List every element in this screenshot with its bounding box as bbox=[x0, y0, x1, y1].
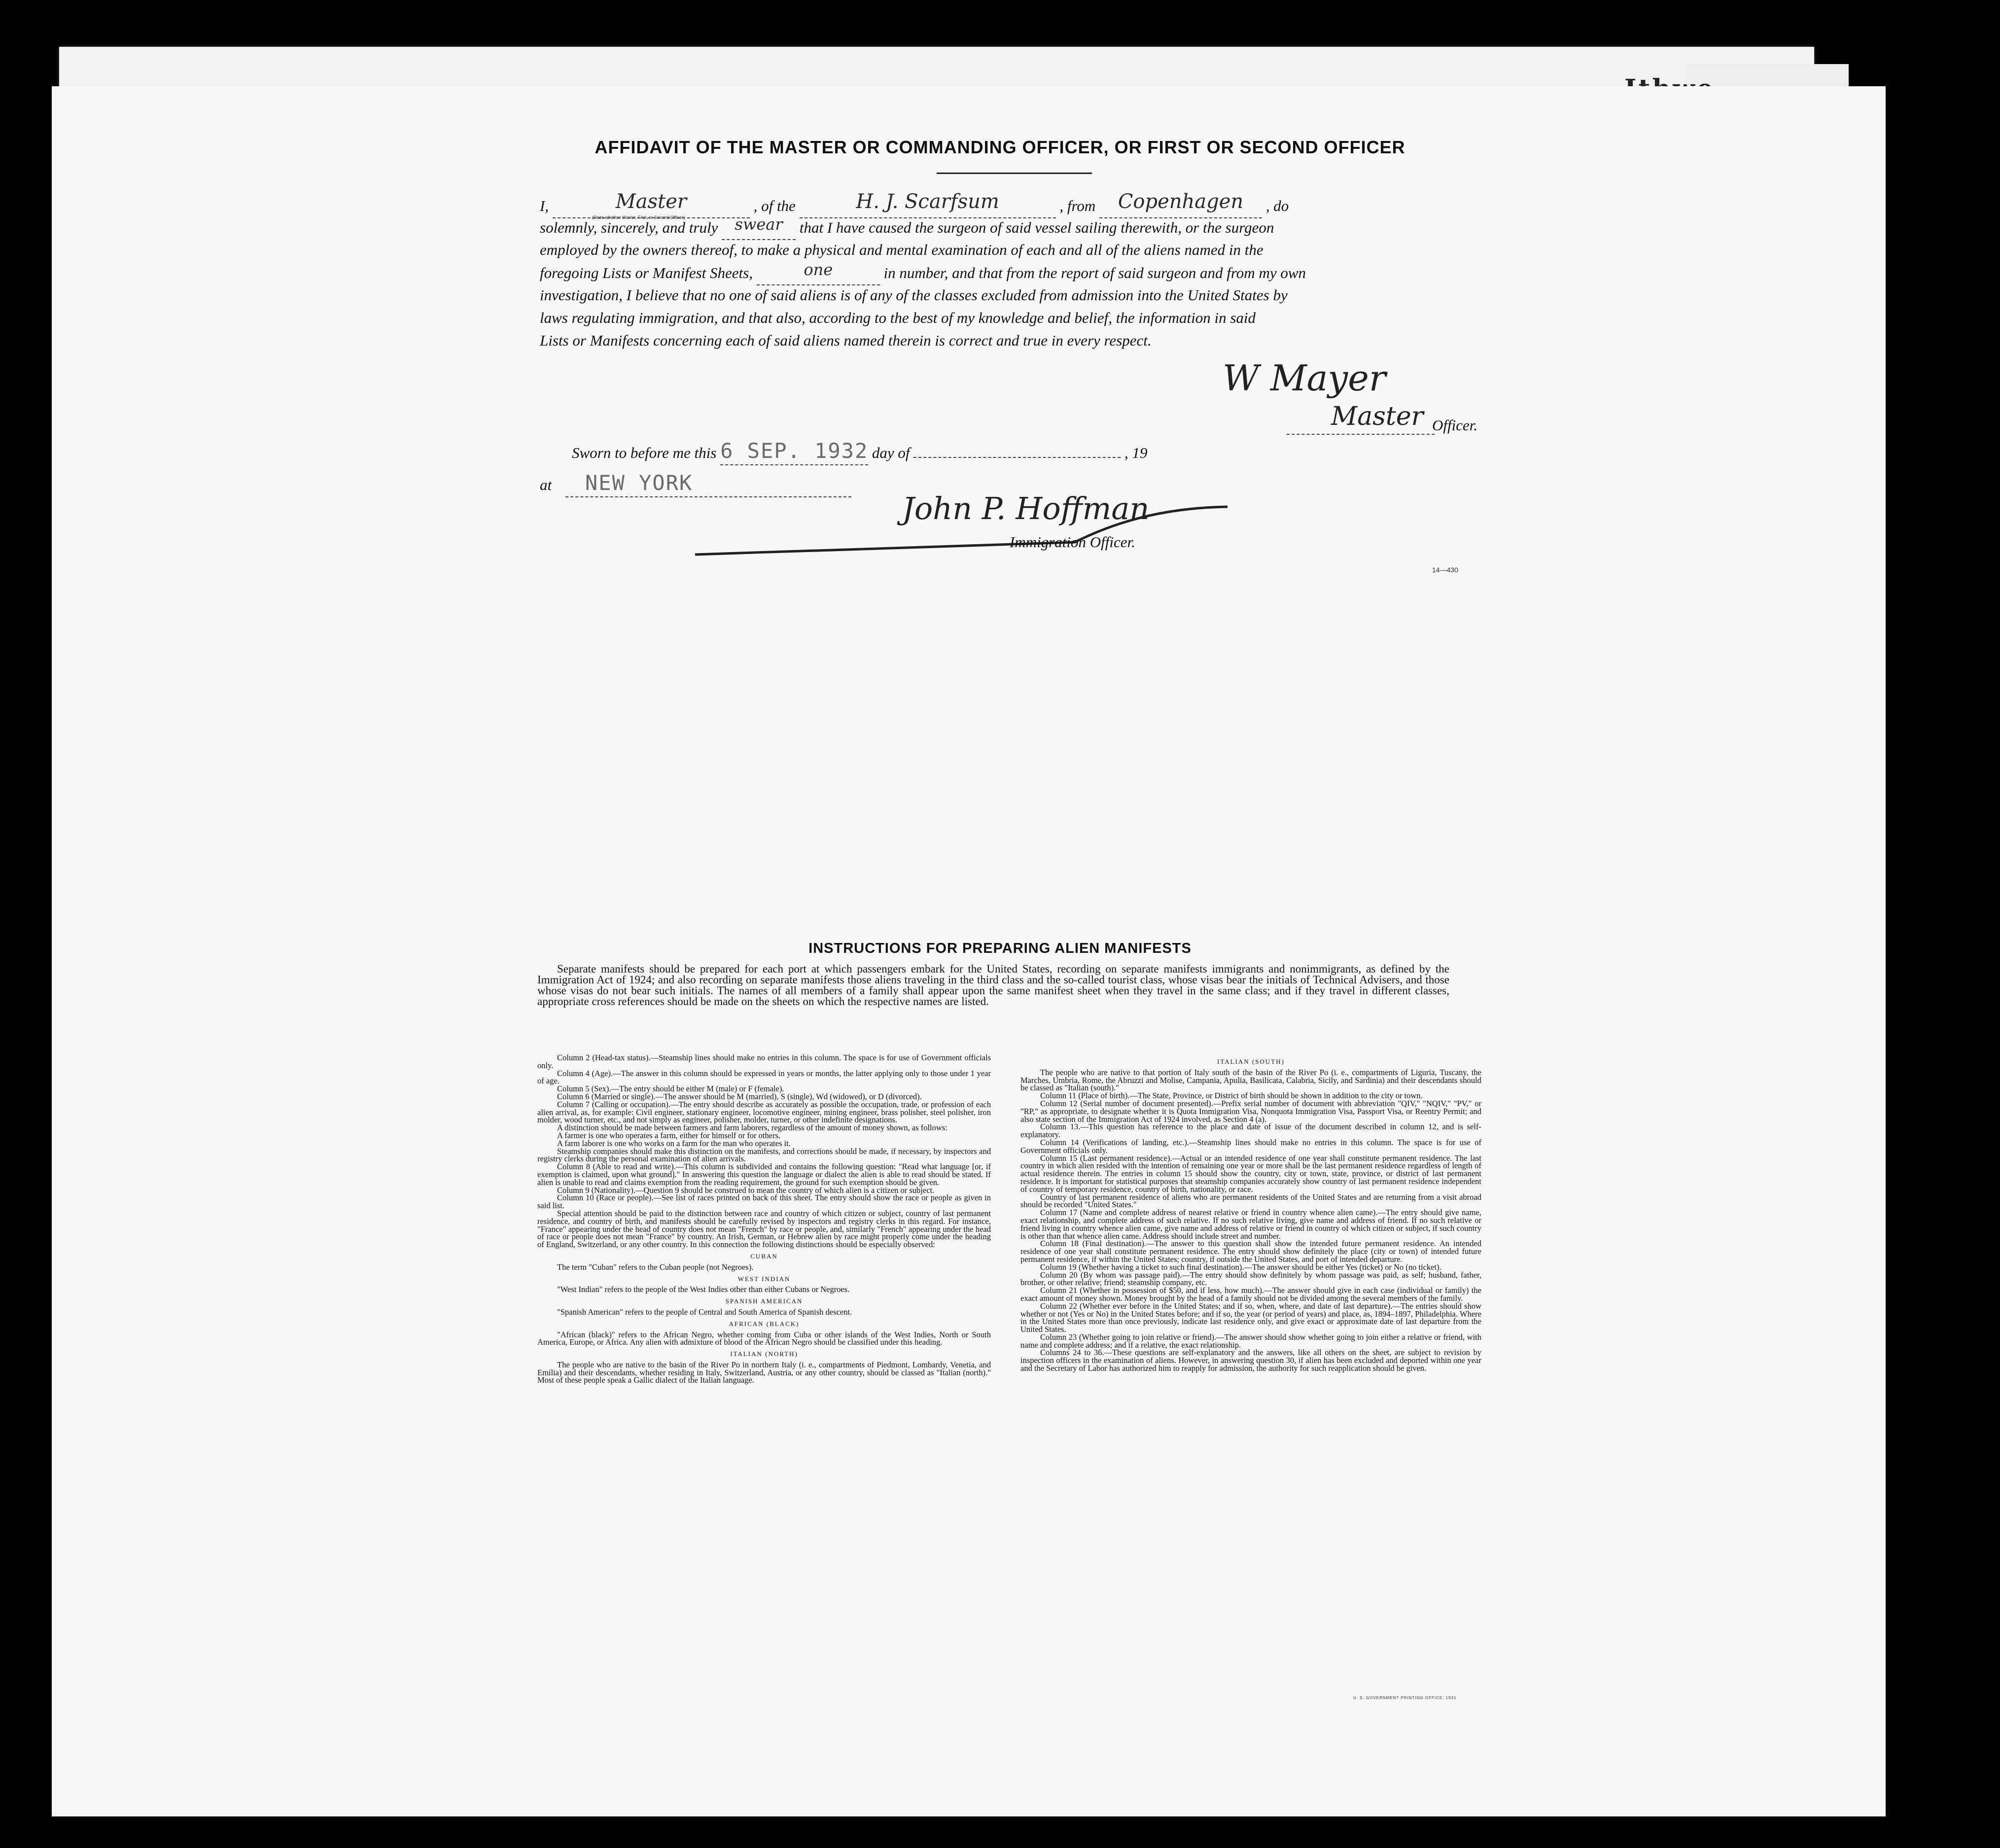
master-signature: W Mayer bbox=[1223, 357, 1386, 399]
signature-line bbox=[1287, 434, 1435, 435]
instruction-paragraph: Column 8 (Able to read and write).—This column is subdivided and contains the following question: "Read what language [or, if exemption is claimed, upon what ground]." In answering this question the language or dialect the alien is able to read should be stated. If alien is unable to read and claims exemption from the reading requirement, the ground for such exemption should be given. bbox=[537, 1162, 991, 1187]
place-stamp: NEW YORK bbox=[585, 471, 693, 495]
instruction-paragraph: Column 22 (Whether ever before in the United States; and if so, when, where, and date of last departure).—The entries should show whether or not (Yes or No) in the United States before; and if so, the year (or period of years) and place, as, 1894–1897, Philadelphia. Where in the United States more than once previously, indicate last residence only, and give exact or approximate date of last departure from the United States. bbox=[1020, 1301, 1481, 1334]
rank-note: (State whether Master, First, or Second Officer) bbox=[592, 215, 685, 220]
punch-hole bbox=[1927, 1517, 1956, 1547]
instruction-paragraph: The people who are native to the basin of the River Po in northern Italy (i. e., compartments of Piedmont, Lombardy, Venetia, and Emilia) and their descendants, whether residing in Italy, Switzerland, Austria, or any other country, should be classed as "Italian (north)." Most of these people speak a Gallic dialect of the Italian language. bbox=[537, 1360, 991, 1385]
affidavit-line-3: employed by the owners thereof, to make a physical and mental examination of each and all of the aliens named in the bbox=[540, 241, 1263, 258]
section-heading: SPANISH AMERICAN bbox=[725, 1297, 803, 1305]
affidavit-line-7: Lists or Manifests concerning each of said aliens named therein is correct and true in every respect. bbox=[540, 332, 1152, 349]
instructions-left-column bbox=[537, 1054, 991, 1384]
instruction-paragraph: Column 18 (Final destination).—The answer to this question shall show the intended future permanent residence. An intended residence of one year shall constitute permanent residence. The entry should show definitely the place (city or town) of intended future permanent residence, if within the United States; country, if outside the United States, and port of intended departure. bbox=[1020, 1239, 1481, 1264]
instruction-paragraph: Columns 24 to 36.—These questions are self-explanatory and the answers, like all others on the sheet, are subject to revision by inspection officers in the examination of aliens. However, in answering question 30, if alien has been excluded and deported within one year and the Secretary of Labor has authorized him to reapply for admission, the authority for such reapplication should be given. bbox=[1020, 1348, 1481, 1373]
at-line: at NEW YORK bbox=[540, 471, 1486, 497]
port-handwriting: Copenhagen bbox=[1118, 190, 1244, 213]
affidavit-line-4: foregoing Lists or Manifest Sheets, one in number, and that from the report of said surgeon and from my own bbox=[540, 261, 1486, 285]
sheet-count-field bbox=[757, 261, 880, 285]
instruction-paragraph: A farmer is one who operates a farm, either for himself or for others. bbox=[557, 1130, 781, 1140]
place-field bbox=[565, 471, 851, 497]
instruction-paragraph: Column 13.—This question has reference to the place and date of issue of the document described in column 12, and is self-explanatory. bbox=[1020, 1122, 1481, 1140]
punch-hole bbox=[1927, 1261, 1956, 1290]
punch-hole bbox=[1927, 1181, 1956, 1210]
punch-hole bbox=[1927, 1597, 1956, 1627]
instruction-paragraph: A farm laborer is one who works on a farm for the man who operates it. bbox=[557, 1138, 791, 1148]
instructions-right-column bbox=[1020, 1054, 1481, 1372]
instruction-paragraph: The term "Cuban" refers to the Cuban people (not Negroes). bbox=[557, 1262, 754, 1272]
instruction-paragraph: Column 11 (Place of birth).—The State, Province, or District of birth should be shown in addition to the city or town. bbox=[1040, 1091, 1423, 1101]
sheet-count-handwriting: one bbox=[804, 260, 833, 279]
instruction-paragraph: "Spanish American" refers to the people of Central and South America of Spanish descent. bbox=[557, 1307, 852, 1317]
rank-field bbox=[553, 190, 750, 220]
instruction-paragraph: Column 7 (Calling or occupation).—The entry should describe as accurately as possible the occupation, trade, or profession of each alien arrival, as, for example: Civil engineer, stationary engineer, locomotive engineer, mining engineer, brass polisher, steel polisher, iron molder, wood turner, etc., and not simply as engineer, polisher, molder, turner, or other indefinite designations. bbox=[537, 1099, 991, 1125]
immigration-officer-label: Immigration Officer. bbox=[1010, 533, 1135, 551]
port-field bbox=[1099, 190, 1262, 218]
instruction-paragraph: Column 23 (Whether going to join relative or friend).—The answer should show whether going to join either a relative or friend, with name and complete address; and if a relative, the exact relationship. bbox=[1020, 1332, 1481, 1350]
form-number: 14—430 bbox=[1432, 566, 1458, 574]
instruction-paragraph: Column 15 (Last permanent residence).—Actual or an intended residence of one year shall constitute permanent residence. The last country in which alien resided with the intention of remaining one year or more shall be the last permanent residence regardless of length of actual residence therein. The entries in column 15 should show the country, city or town, state, province, or district of last permanent residence. It is important for statistical purposes that steamship companies accurately show country of last permanent residence independent of country of temporary residence, country of birth, nationality, or race. bbox=[1020, 1153, 1481, 1194]
instruction-paragraph: Column 10 (Race or people).—See list of races printed on back of this sheet. The entry should show the race or people as given in said list. bbox=[537, 1193, 991, 1211]
printer-mark: U. S. GOVERNMENT PRINTING OFFICE: 1931 bbox=[1353, 1696, 1457, 1700]
affidavit-line-2: solemnly, sincerely, and truly swear that I have caused the surgeon of said vessel sailing therewith, or the surgeon bbox=[540, 216, 1486, 240]
instruction-paragraph: Column 4 (Age).—The answer in this column should be expressed in years or months, the latter applying only to those under 1 year of age. bbox=[537, 1068, 991, 1086]
instruction-paragraph: Column 9 (Nationality).—Question 9 should be construed to mean the country of which alien is a citizen or subject. bbox=[557, 1185, 935, 1195]
instruction-paragraph: Column 12 (Serial number of document presented).—Prefix serial number of document with abbreviation "QIV," "NQIV," "PV," or "RP," as appropriate, to designate whether it is Quota Immigration Visa, Nonquota Immigration Visa, Passport Visa, or Reentry Permit; and also state section of the Immigration Act of 1924 involved, as Section 4 (a). bbox=[1020, 1098, 1481, 1124]
sworn-date-field bbox=[720, 439, 868, 465]
rule bbox=[937, 173, 1092, 174]
punch-hole bbox=[1927, 625, 1956, 655]
section-heading: ITALIAN (NORTH) bbox=[730, 1350, 798, 1358]
punch-hole bbox=[1927, 369, 1956, 398]
section-heading: WEST INDIAN bbox=[737, 1275, 791, 1283]
sworn-line: Sworn to before me this 6 SEP. 1932 day of , 19 bbox=[572, 439, 1518, 465]
section-heading: CUBAN bbox=[750, 1252, 778, 1260]
master-title-handwriting: Master bbox=[1331, 402, 1424, 431]
instructions-title: INSTRUCTIONS FOR PREPARING ALIEN MANIFESTS bbox=[808, 941, 1192, 956]
instruction-paragraph: Column 6 (Married or single).—The answer should be M (married), S (single), Wd (widowed), or D (divorced). bbox=[557, 1091, 922, 1101]
instruction-paragraph: Column 17 (Name and complete address of nearest relative or friend in country whence alien came).—The entry should give name, exact relationship, and complete address of such relative. If no such relative living, give name and address of friend. If no such relative or friend living in country whence alien came, give name and address of relative or friend in country of which citizen or subject, if such country is other than that whence alien came. Address should include street and number. bbox=[1020, 1208, 1481, 1241]
oath-handwriting: swear bbox=[735, 215, 783, 234]
affidavit-title: AFFIDAVIT OF THE MASTER OR COMMANDING OFFICER, OR FIRST OR SECOND OFFICER bbox=[595, 137, 1405, 157]
ship-handwriting: H. J. Scarfsum bbox=[856, 190, 999, 213]
instruction-paragraph: Steamship companies should make this distinction on the manifests, and corrections should be made, if necessary, by inspectors and registry clerks during the personal examination of alien arrivals. bbox=[537, 1146, 991, 1164]
rank-handwriting: Master bbox=[615, 190, 687, 213]
immigration-officer-signature: John P. Hoffman bbox=[902, 490, 1150, 526]
instruction-paragraph: Column 5 (Sex).—The entry should be either M (male) or F (female). bbox=[557, 1084, 784, 1094]
instruction-paragraph: Column 2 (Head-tax status).—Steamship lines should make no entries in this column. The space is for use of Government officials only. bbox=[537, 1053, 991, 1070]
section-heading: ITALIAN (SOUTH) bbox=[1217, 1058, 1285, 1065]
instruction-paragraph: "African (black)" refers to the African Negro, whether coming from Cuba or other islands of the West Indies, North or South America, Europe, or Africa. Any alien with admixture of blood of the African Negro should be classified under this heading. bbox=[537, 1329, 991, 1347]
ship-field bbox=[800, 190, 1056, 218]
officer-label: Officer. bbox=[1432, 417, 1478, 434]
date-stamp: 6 SEP. 1932 bbox=[720, 439, 869, 463]
instruction-paragraph: "West Indian" refers to the people of the West Indies other than either Cubans or Negroes. bbox=[557, 1285, 850, 1294]
month-field bbox=[913, 457, 1121, 458]
instruction-paragraph: Country of last permanent residence of aliens who are permanent residents of the United States and are returning from a visit abroad should be recorded "United States." bbox=[1020, 1192, 1481, 1210]
instruction-paragraph: The people who are native to that portion of Italy south of the basin of the River Po (i. e., compartments of Liguria, Tuscany, the Marches, Umbria, Rome, the Abruzzi and Molise, Campania, Apulia, Basilicata, Calabria, Sicily, and Sardinia) and their descendants should be classed as "Italian (south)." bbox=[1020, 1067, 1481, 1093]
punch-hole bbox=[1927, 704, 1956, 733]
instruction-paragraph: Column 19 (Whether having a ticket to such final destination).—The answer should be either Yes (ticket) or No (no ticket). bbox=[1040, 1262, 1441, 1272]
instruction-paragraph: Column 21 (Whether in possession of $50, and if less, how much).—The answer should give in each case (individual or family) the exact amount of money shown. Money brought by the head of a family should not be divided among the several members of the family. bbox=[1020, 1286, 1481, 1303]
instruction-paragraph: A distinction should be made between farmers and farm laborers, regardless of the amount of money shown, as follows: bbox=[557, 1123, 947, 1133]
affidavit-line-1: I, Master (State whether Master, First, or Second Officer) , of the H. J. Scarfsum , from Copenhagen , do bbox=[540, 190, 1289, 220]
instruction-paragraph: Column 14 (Verifications of landing, etc.).—Steamship lines should make no entries in this column. The space is for use of Government officials only. bbox=[1020, 1137, 1481, 1155]
instructions-intro: Separate manifests should be prepared for each port at which passengers embark for the United States, recording on separate manifests immigrants and nonimmigrants, as defined by the Immigration Act of 1924; and also recording on separate manifests those aliens traveling in the third class and the so-called tourist class, whose visas bear the initials of Technical Advisers, and those whose visas do not bear such initials. The names of all members of a family shall appear upon the same manifest sheet when they travel in the same class; and if they travel in different classes, appropriate cross references should be made on the sheets on which the respective names are listed. bbox=[537, 963, 1449, 1008]
oath-field bbox=[722, 216, 796, 240]
instruction-paragraph: Column 20 (By whom was passage paid).—The entry should show definitely by whom passage was paid, as self; husband, father, brother, or other relative; friend; steamship company, etc. bbox=[1020, 1270, 1481, 1288]
affidavit-line-6: laws regulating immigration, and that also, according to the best of my knowledge and belief, the information in said bbox=[540, 309, 1256, 326]
affidavit-line-5: investigation, I believe that no one of said aliens is of any of the classes excluded from admission into the United States by bbox=[540, 286, 1288, 304]
punch-hole bbox=[1927, 288, 1956, 318]
section-heading: AFRICAN (BLACK) bbox=[729, 1320, 800, 1327]
instruction-paragraph: Special attention should be paid to the distinction between race and country of which citizen or subject, country of last permanent residence, and country of birth, and manifests should be carefully revised by inspectors and registry clerks in this regard. For instance, "France" appearing under the head of country does not mean "French" by race or people, and, similarly "French" appearing under the head of race or people does not mean "France" by country. An Irish, German, or Hebrew alien by race might properly come under the heading of England, Switzerland, or any other country. In this connection the following distinctions should be especially observed: bbox=[537, 1208, 991, 1250]
